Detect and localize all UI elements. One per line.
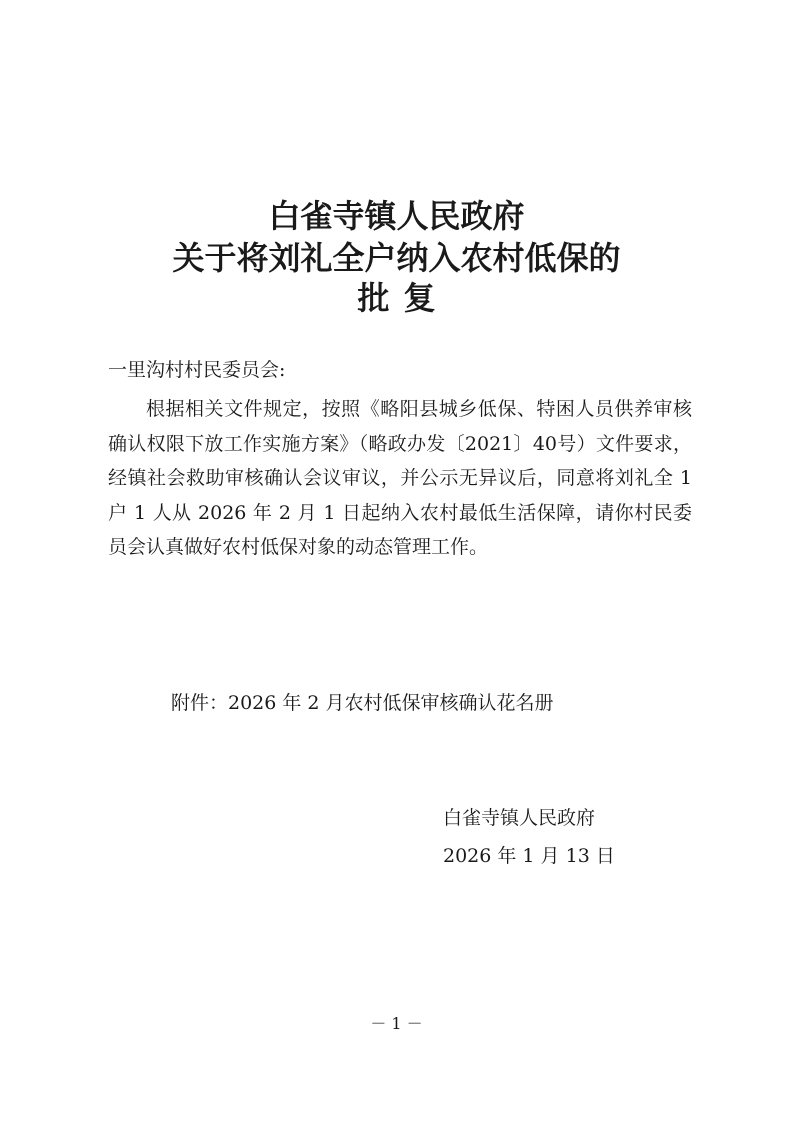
title-line-3: 批复 [357,279,450,317]
page-number: － 1 － [370,1014,423,1033]
signature-date: 2026 年 1 月 13 日 [443,845,615,867]
body-paragraph: 根据相关文件规定，按照《略阳县城乡低保、特困人员供养审核确认权限下放工作实施方案》（略政办发〔2021〕40号）文件要求，经镇社会救助审核确认会议审议，并公示无异议后，同意将刘礼全 1 户 1 人从 2026 年 2 月 1 日起纳入农村最低生活保障，请你村民委员会认真做好农村低保对象的动态管理工作。 [108,398,692,558]
attachment-line: 附件：2026 年 2 月农村低保审核确认花名册 [171,692,554,714]
signature-organization: 白雀寺镇人民政府 [443,807,596,829]
salutation: 一里沟村村民委员会: [108,359,286,381]
title-line-2: 关于将刘礼全户纳入农村低保的 [172,239,621,277]
title-line-1: 白雀寺镇人民政府 [268,197,525,235]
